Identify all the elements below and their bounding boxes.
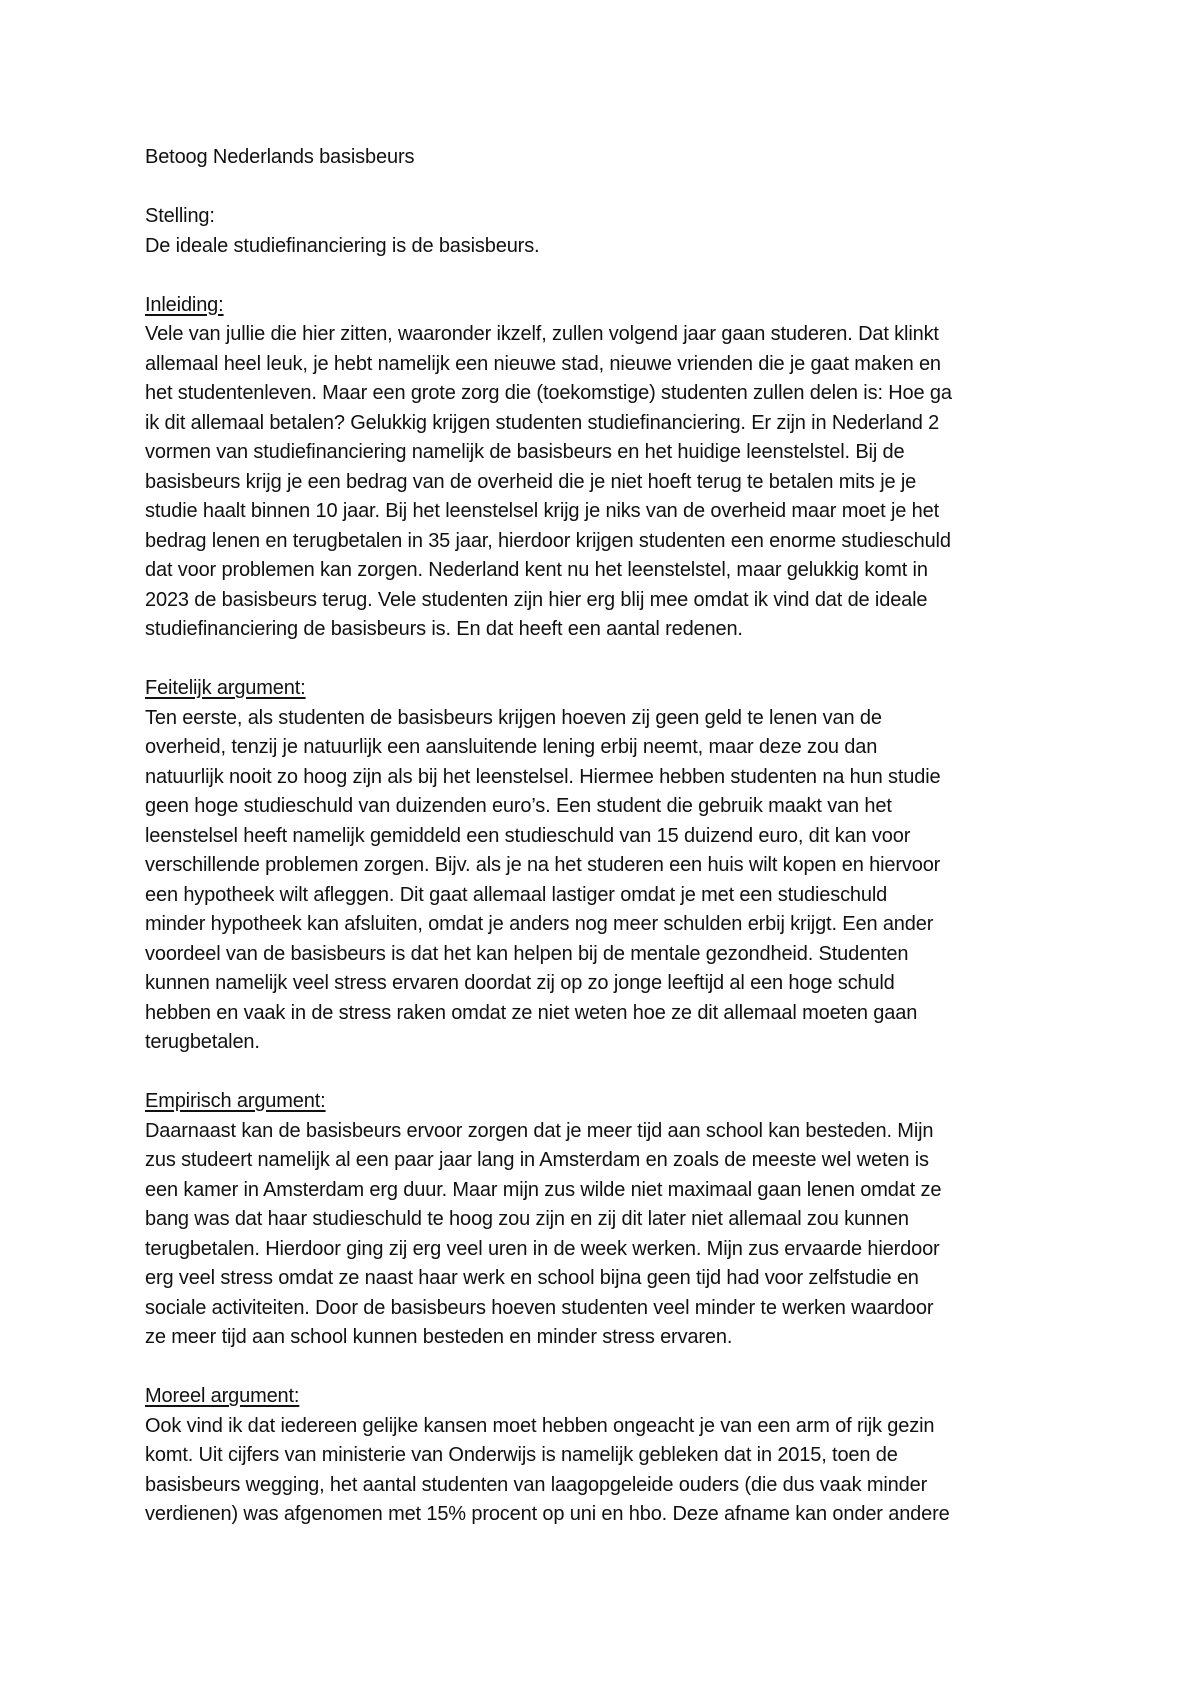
- paragraph-line: minder hypotheek kan afsluiten, omdat je anders nog meer schulden erbij krijgt. Een ander: [145, 913, 934, 935]
- paragraph-line: Ten eerste, als studenten de basisbeurs krijgen hoeven zij geen geld te lenen van de: [145, 706, 882, 729]
- paragraph-line: hebben en vaak in de stress raken omdat ze niet weten hoe ze dit allemaal moeten gaan: [145, 1001, 918, 1024]
- paragraph-line: Daarnaast kan de basisbeurs ervoor zorgen dat je meer tijd aan school kan besteden. Mijn: [145, 1119, 934, 1142]
- paragraph-line: terugbetalen.: [145, 1031, 260, 1053]
- paragraph-line: komt. Uit cijfers van ministerie van Onderwijs is namelijk gebleken dat in 2015, toen de: [145, 1444, 898, 1466]
- section-0: [145, 291, 1070, 645]
- paragraph-line: geen hoge studieschuld van duizenden euro’s. Een student die gebruik maakt van het: [145, 795, 892, 817]
- section-heading: Moreel argument:: [145, 1385, 300, 1407]
- paragraph-line: basisbeurs wegging, het aantal studenten van laagopgeleide ouders (die dus vaak minder: [145, 1473, 928, 1496]
- paragraph-line: bang was dat haar studieschuld te hoog zou zijn en zij dit later niet allemaal zou kunnen: [145, 1208, 909, 1230]
- paragraph-line: ze meer tijd aan school kunnen besteden en minder stress ervaren.: [145, 1326, 733, 1348]
- paragraph-line: bedrag lenen en terugbetalen in 35 jaar, hierdoor krijgen studenten een enorme studieschuld: [145, 529, 951, 552]
- paragraph-line: verschillende problemen zorgen. Bijv. als je na het studeren een huis wilt kopen en hiervoor: [145, 854, 941, 876]
- paragraph-line: natuurlijk nooit zo hoog zijn als bij het leenstelsel. Hiermee hebben studenten na hun studie: [145, 765, 941, 788]
- section-heading: Feitelijk argument:: [145, 677, 306, 699]
- paragraph-line: het studentenleven. Maar een grote zorg die (toekomstige) studenten zullen delen is: Hoe ga: [145, 382, 952, 404]
- paragraph-line: ik dit allemaal betalen? Gelukkig krijgen studenten studiefinanciering. Er zijn in Nederland 2: [145, 411, 940, 434]
- document-title: Betoog Nederlands basisbeurs: [145, 146, 415, 168]
- document-sections: [145, 261, 1070, 1530]
- paragraph-line: een kamer in Amsterdam erg duur. Maar mijn zus wilde niet maximaal gaan lenen omdat ze: [145, 1178, 942, 1201]
- section-heading: Empirisch argument:: [145, 1090, 326, 1112]
- paragraph-line: erg veel stress omdat ze naast haar werk en school bijna geen tijd had voor zelfstudie en: [145, 1267, 919, 1289]
- paragraph-line: vormen van studiefinanciering namelijk de basisbeurs en het huidige leenstelstel. Bij de: [145, 441, 905, 463]
- section-2: [145, 1087, 1070, 1353]
- paragraph-line: leenstelsel heeft namelijk gemiddeld een studieschuld van 15 duizend euro, dit kan voor: [145, 824, 911, 847]
- section-1: [145, 674, 1070, 1058]
- spacer: [145, 173, 1070, 203]
- paragraph-line: een hypotheek wilt afleggen. Dit gaat allemaal lastiger omdat je met een studieschuld: [145, 883, 888, 906]
- paragraph-line: Ook vind ik dat iedereen gelijke kansen moet hebben ongeacht je van een arm of rijk gezin: [145, 1414, 935, 1437]
- paragraph-line: sociale activiteiten. Door de basisbeurs hoeven studenten veel minder te werken waardoor: [145, 1296, 934, 1319]
- paragraph-line: 2023 de basisbeurs terug. Vele studenten zijn hier erg blij mee omdat ik vind dat de ideale: [145, 588, 928, 611]
- document-body: [145, 143, 1070, 1530]
- paragraph-line: kunnen namelijk veel stress ervaren doordat zij op zo jonge leeftijd al een hoge schuld: [145, 972, 895, 994]
- section-3: [145, 1382, 1070, 1530]
- paragraph-line: overheid, tenzij je natuurlijk een aansluitende lening erbij neemt, maar deze zou dan: [145, 736, 878, 758]
- spacer: [145, 1058, 1070, 1088]
- paragraph-line: studiefinanciering de basisbeurs is. En dat heeft een aantal redenen.: [145, 618, 743, 640]
- paragraph-line: voordeel van de basisbeurs is dat het kan helpen bij de mentale gezondheid. Studenten: [145, 942, 909, 965]
- spacer: [145, 645, 1070, 675]
- paragraph-line: verdienen) was afgenomen met 15% procent op uni en hbo. Deze afname kan onder andere: [145, 1503, 950, 1525]
- paragraph-line: basisbeurs krijg je een bedrag van de overheid die je niet hoeft terug te betalen mits je je: [145, 470, 917, 493]
- section-heading: Inleiding:: [145, 293, 224, 316]
- spacer: [145, 261, 1070, 291]
- stelling-label: Stelling:: [145, 205, 215, 227]
- stelling-text: De ideale studiefinanciering is de basisbeurs.: [145, 234, 540, 257]
- paragraph-line: zus studeert namelijk al een paar jaar lang in Amsterdam en zoals de meeste wel weten is: [145, 1149, 929, 1171]
- paragraph-line: dat voor problemen kan zorgen. Nederland kent nu het leenstelstel, maar gelukkig komt in: [145, 559, 928, 581]
- spacer: [145, 1353, 1070, 1383]
- paragraph-line: studie haalt binnen 10 jaar. Bij het leenstelsel krijg je niks van de overheid maar moet je het: [145, 500, 940, 522]
- paragraph-line: allemaal heel leuk, je hebt namelijk een nieuwe stad, nieuwe vrienden die je gaat maken en: [145, 352, 941, 375]
- paragraph-line: Vele van jullie die hier zitten, waaronder ikzelf, zullen volgend jaar gaan studeren. Dat klinkt: [145, 323, 939, 345]
- paragraph-line: terugbetalen. Hierdoor ging zij erg veel uren in de week werken. Mijn zus ervaarde hierdoor: [145, 1237, 940, 1260]
